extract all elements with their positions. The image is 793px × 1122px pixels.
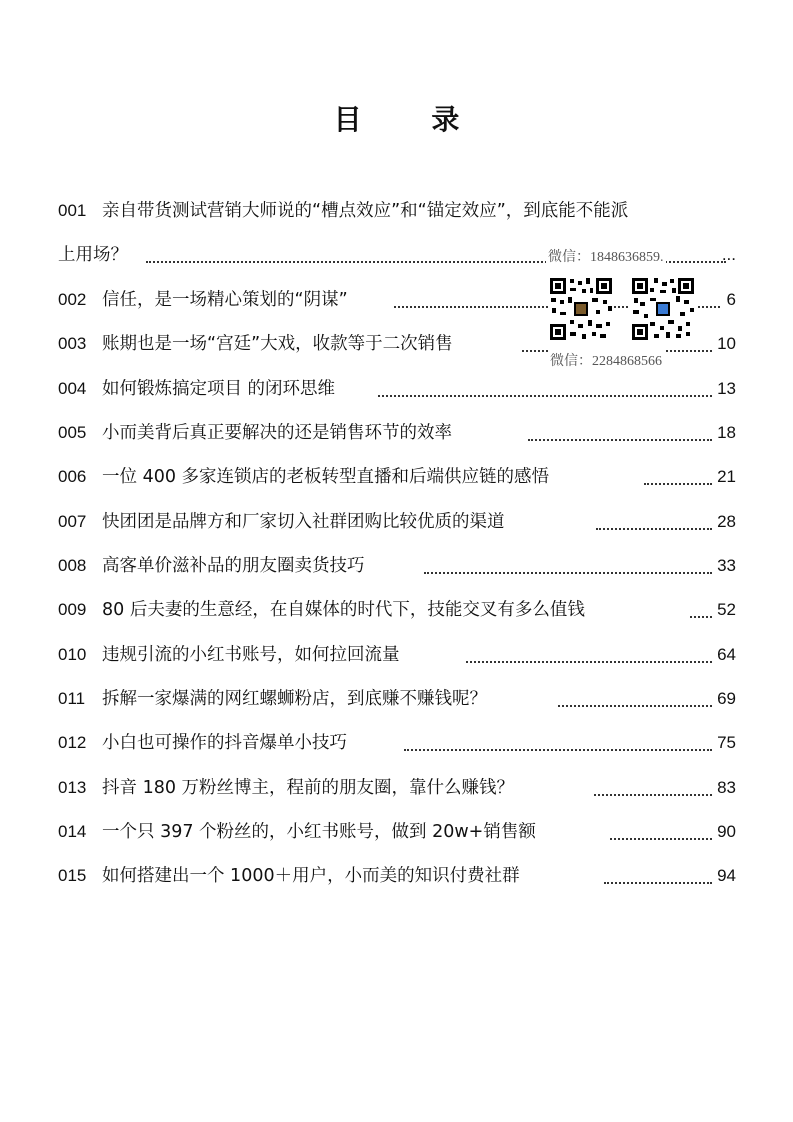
toc-entry-title: 如何搭建出一个 1000＋用户，小而美的知识付费社群 (102, 866, 520, 886)
toc-entry-title: 抖音 180 万粉丝博主，程前的朋友圈，靠什么赚钱？ (102, 778, 515, 798)
toc-entry-011[interactable] (58, 684, 736, 714)
toc-entry-009[interactable] (58, 595, 736, 625)
qr-code-left-icon (548, 276, 614, 342)
toc-entry-title: 80 后夫妻的生意经，在自媒体的时代下，技能交叉有多么值钱 (102, 600, 585, 620)
toc-entry-number: 007 (58, 512, 87, 531)
toc-entry-page: 90 (717, 822, 736, 841)
dot-leader (378, 393, 712, 397)
dot-leader (604, 880, 712, 884)
toc-entry-number: 008 (58, 556, 87, 575)
toc-entry-number: 014 (58, 822, 87, 841)
toc-entry-013[interactable] (58, 773, 736, 803)
toc-entry-title: 信任，是一场精心策划的“阴谋” (102, 290, 348, 310)
toc-entry-number: 009 (58, 600, 87, 619)
toc-entry-title: 如何锻炼搞定项目 的闭环思维 (102, 379, 336, 399)
toc-entry-number: 005 (58, 423, 87, 442)
toc-entry-number: 012 (58, 733, 87, 752)
toc-entry-page: 13 (717, 379, 736, 398)
toc-entry-page: 69 (717, 689, 736, 708)
toc-entry-012[interactable] (58, 728, 736, 758)
dot-leader (596, 526, 712, 530)
qr-code-right (630, 276, 696, 342)
toc-entry-004[interactable] (58, 374, 736, 404)
toc-entry-title: 亲自带货测试营销大师说的“槽点效应”和“锚定效应”，到底能不能派 (102, 201, 629, 221)
qr-code-left (548, 276, 614, 342)
toc-entry-title: 一个只 397 个粉丝的，小红书账号，做到 20w+销售额 (102, 822, 536, 842)
toc-entry-014[interactable] (58, 817, 736, 847)
toc-entry-title: 小而美背后真正要解决的还是销售环节的效率 (102, 423, 452, 443)
watermark-text-top: 微信：1848636859. (546, 245, 666, 267)
toc-entry-number: 011 (58, 689, 86, 708)
dot-leader (610, 836, 712, 840)
toc-entry-page: 21 (717, 467, 736, 486)
toc-entry-page: 33 (717, 556, 736, 575)
toc-entry-008[interactable] (58, 551, 736, 581)
toc-entry-title: 账期也是一场“宫廷”大戏，收款等于二次销售 (102, 334, 453, 354)
toc-entry-number: 010 (58, 645, 87, 664)
qr-code-right-icon (630, 276, 696, 342)
toc-entry-page: 52 (717, 600, 736, 619)
watermark-text-bottom: 微信：2284868566 (548, 349, 664, 371)
toc-entry-007[interactable] (58, 507, 736, 537)
toc-entry-number: 015 (58, 866, 87, 885)
toc-entry-page: 28 (717, 512, 736, 531)
toc-entry-title: 拆解一家爆满的网红螺蛳粉店，到底赚不赚钱呢？ (102, 689, 487, 709)
dot-leader (594, 792, 712, 796)
toc-entry-number: 002 (58, 290, 87, 309)
toc-entry-number: 003 (58, 334, 87, 353)
toc-entry-number: 013 (58, 778, 87, 797)
toc-entry-title: 快团团是品牌方和厂家切入社群团购比较优质的渠道 (102, 512, 505, 532)
toc-entry-page: 18 (717, 423, 736, 442)
dot-leader (466, 659, 712, 663)
toc-entry-title: 一位 400 多家连锁店的老板转型直播和后端供应链的感悟 (102, 467, 550, 487)
toc-entry-title: 上用场？ (58, 245, 128, 265)
toc-entry-title: 违规引流的小红书账号，如何拉回流量 (102, 645, 400, 665)
toc-entry-page: 94 (717, 866, 736, 885)
toc-entry-number: 001 (58, 201, 87, 220)
toc-entry-005[interactable] (58, 418, 736, 448)
dot-leader (528, 437, 712, 441)
toc-entry-number: 004 (58, 379, 87, 398)
toc-entry-page: 10 (717, 334, 736, 353)
toc-entry-015[interactable] (58, 861, 736, 891)
toc-entry-title: 小白也可操作的抖音爆单小技巧 (102, 733, 347, 753)
toc-entry-page: 83 (717, 778, 736, 797)
dot-leader (404, 747, 712, 751)
dot-leader (690, 614, 712, 618)
toc-entry-page: 75 (717, 733, 736, 752)
toc-entry-title: 高客单价滋补品的朋友圈卖货技巧 (102, 556, 365, 576)
dot-leader (558, 703, 712, 707)
toc-entry-006[interactable] (58, 462, 736, 492)
dot-leader (424, 570, 712, 574)
toc-entry-page: 64 (717, 645, 736, 664)
toc-entry-010[interactable] (58, 640, 736, 670)
toc-entry-page: 6 (726, 290, 736, 309)
dot-leader (644, 481, 712, 485)
toc-entry-number: 006 (58, 467, 87, 486)
toc-title: 目 录 (333, 103, 490, 136)
toc-entry-001[interactable] (58, 196, 736, 226)
toc-entry-page: ... (721, 245, 736, 264)
